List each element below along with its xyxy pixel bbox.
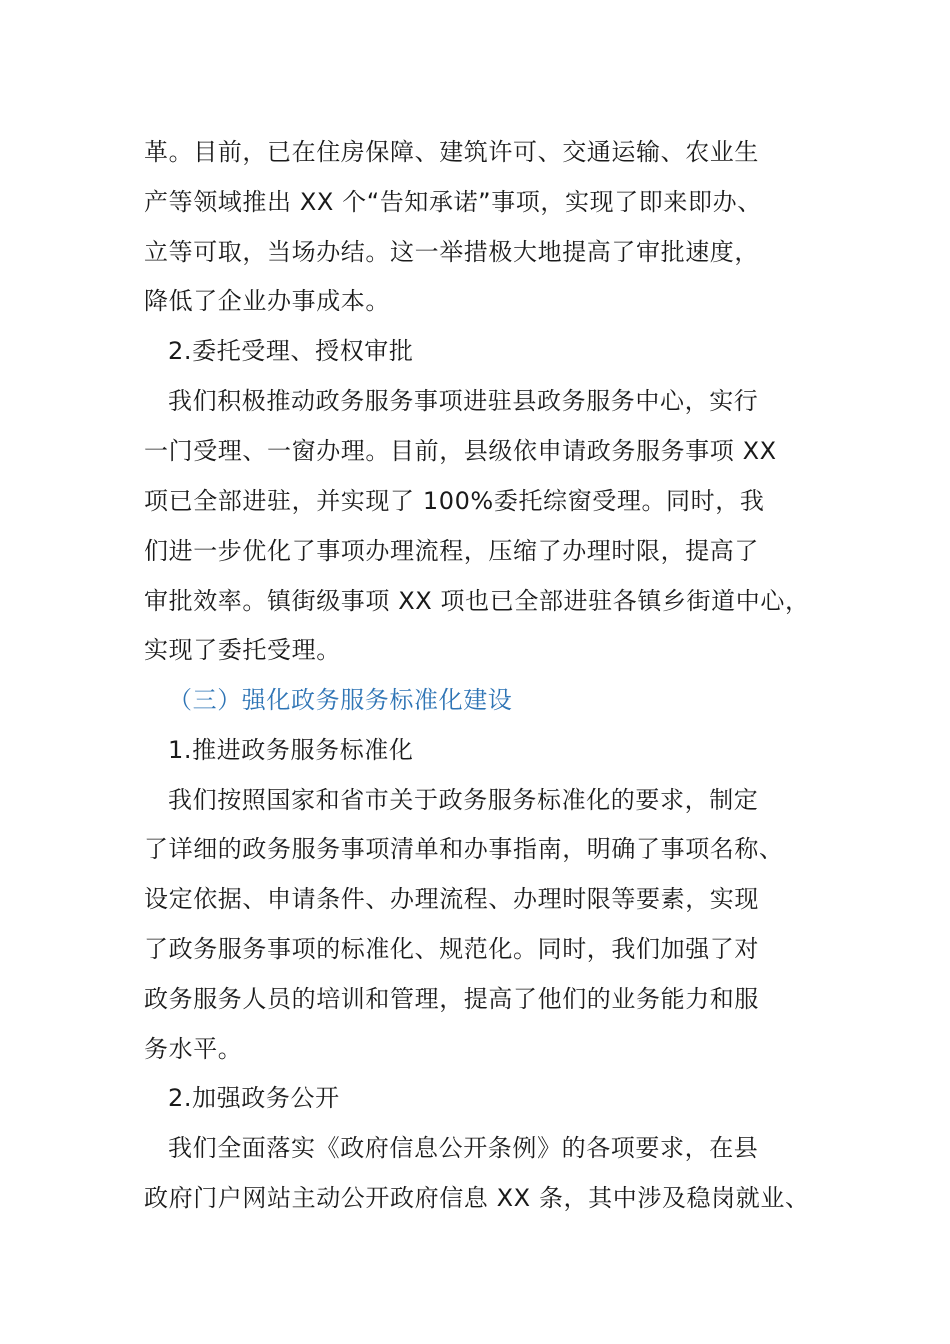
subheading-1: 1.推进政务服务标准化	[168, 736, 414, 764]
paragraph-line: 实现了委托受理。	[144, 636, 341, 664]
paragraph-line: 我们按照国家和省市关于政务服务标准化的要求，制定	[168, 786, 759, 814]
paragraph-line: 立等可取，当场办结。这一举措极大地提高了审批速度，	[144, 238, 759, 266]
paragraph-line: 了政务服务事项的标准化、规范化。同时，我们加强了对	[144, 935, 759, 963]
subheading-2: 2.委托受理、授权审批	[168, 337, 414, 365]
paragraph-line: 项已全部进驻，并实现了 100%委托综窗受理。同时，我	[144, 487, 765, 515]
paragraph-line: 革。目前，已在住房保障、建筑许可、交通运输、农业生	[144, 138, 759, 166]
paragraph-line: 我们全面落实《政府信息公开条例》的各项要求，在县	[168, 1134, 759, 1162]
paragraph-line: 了详细的政务服务事项清单和办事指南，明确了事项名称、	[144, 835, 784, 863]
paragraph-line: 们进一步优化了事项办理流程，压缩了办理时限，提高了	[144, 537, 759, 565]
paragraph-line: 降低了企业办事成本。	[144, 287, 390, 315]
paragraph-line: 政府门户网站主动公开政府信息 XX 条，其中涉及稳岗就业、	[144, 1184, 810, 1212]
paragraph-line: 产等领域推出 XX 个“告知承诺”事项，实现了即来即办、	[144, 188, 762, 216]
paragraph-line: 务水平。	[144, 1035, 243, 1063]
paragraph-line: 政务服务人员的培训和管理，提高了他们的业务能力和服	[144, 985, 759, 1013]
paragraph-line: 设定依据、申请条件、办理流程、办理时限等要素，实现	[144, 885, 759, 913]
paragraph-line: 一门受理、一窗办理。目前，县级依申请政务服务事项 XX	[144, 437, 777, 465]
subheading-2: 2.加强政务公开	[168, 1084, 340, 1112]
paragraph-line: 我们积极推动政务服务事项进驻县政务服务中心，实行	[168, 387, 759, 415]
section-heading: （三）强化政务服务标准化建设	[168, 686, 513, 714]
paragraph-line: 审批效率。镇街级事项 XX 项也已全部进驻各镇乡街道中心，	[144, 587, 810, 615]
